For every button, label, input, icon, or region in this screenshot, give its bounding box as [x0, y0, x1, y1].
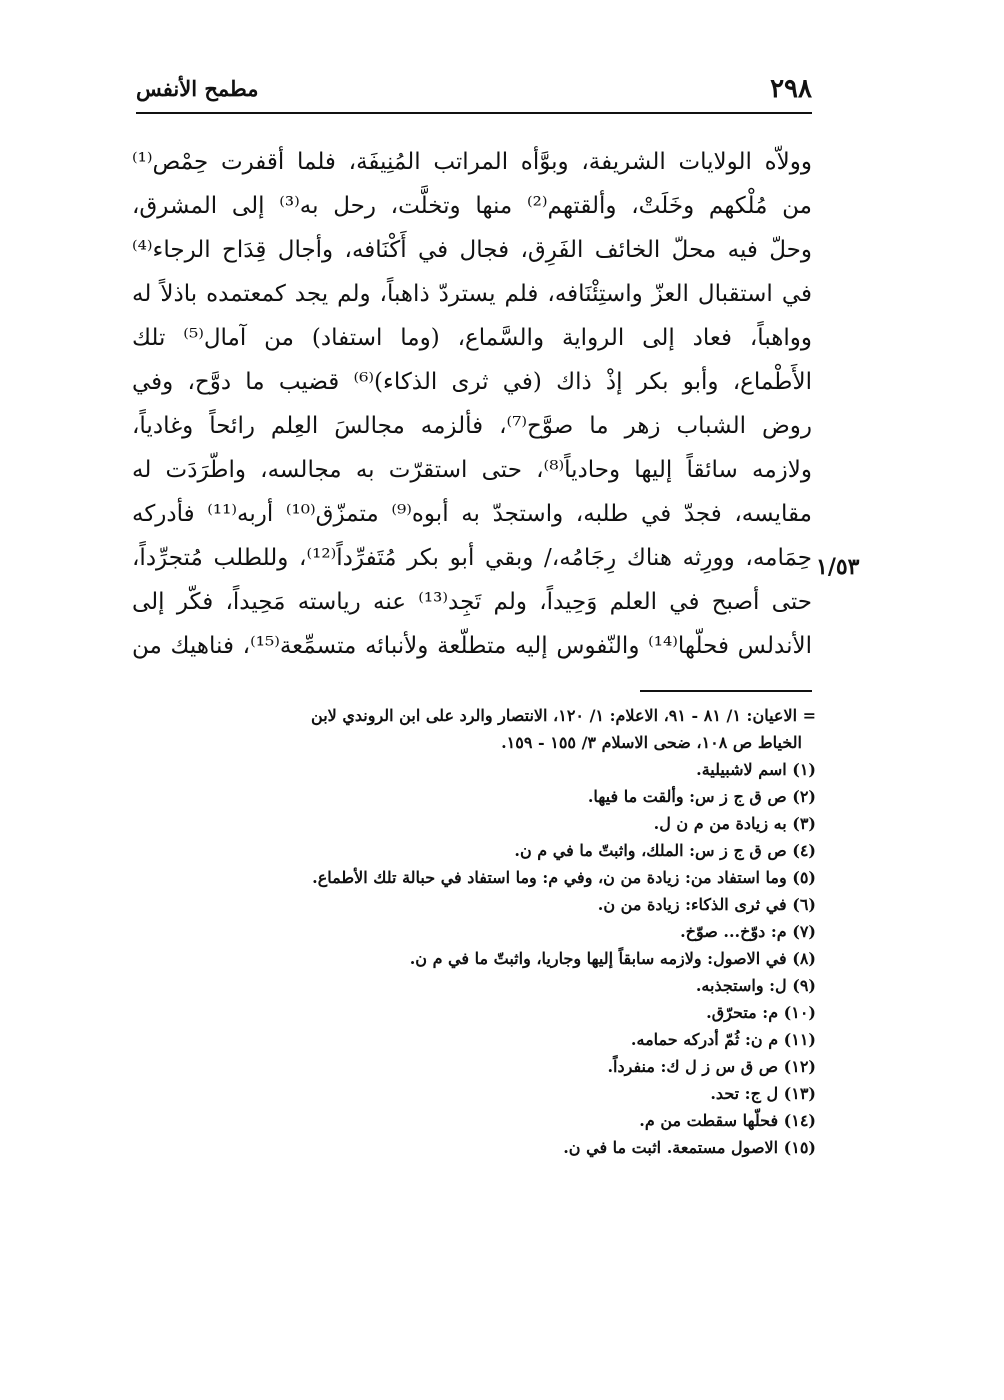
footnote: (١١) م ن: ثُمّ أدركه حمامه. — [630, 1030, 816, 1049]
footnote-continuation-line: = الاعيان: ١/ ٨١ - ٩١، الاعلام: ١/ ١٢٠، الانتصار والرد على ابن الروندي لابن — [311, 706, 816, 725]
text-line: وحلّ فيه محلّ الخائف الفَرِق، فجال في أَكْنَافه، وأجال قِدَاح الرجاء⁽⁴⁾ — [132, 237, 812, 263]
text-line: في استقبال العزّ واستِئْنَافه، فلم يستردّ ذاهباً، ولم يجد كمعتمده باذلاً له — [132, 281, 812, 307]
footnote: (٤) ص ق ج ز س: الملك، واثبتّ ما في م ن. — [514, 841, 816, 860]
footnote: (٢) ص ق ج ز س: وألقت ما فيها. — [587, 787, 816, 806]
text-line: حتى أصبح في العلم وَحِيداً، ولم تَجِد⁽¹³⁾ عنه رياسته مَحِيداً، فكّر إلى — [132, 589, 812, 615]
page-number: ٢٩٨ — [770, 74, 812, 104]
footnote: (١٤) فحلّها سقطت من م. — [639, 1111, 816, 1130]
footnotes — [132, 702, 816, 1161]
footnote: (٦) في ثرى الذكاء: زيادة من ن. — [597, 895, 816, 914]
footnote: (٨) في الاصول: ولازمه سابقاً إليها وجاريا، واثبتّ ما في م ن. — [409, 949, 816, 968]
footnote: (٧) م: دوّخ... صوّخ. — [680, 922, 816, 941]
running-title: مطمح الأنفس — [136, 76, 259, 101]
text-line: وولاّه الولايات الشريفة، وبوَّأه المراتب المُنِيفَة، فلما أقفرت حِمْص⁽¹⁾ — [132, 149, 812, 175]
text-line: الأندلس فحلّها⁽¹⁴⁾ والنّفوس إليه متطلّعة ولأنبائه متسمِّعة⁽¹⁵⁾، فناهيك من — [132, 633, 812, 659]
manuscript-folio-marker: ١/٥٣ — [816, 554, 860, 580]
text-line: من مُلْكهم وخَلَتْ، وألقتهم⁽²⁾ منها وتخلَّت، رحل به⁽³⁾ إلى المشرق، — [132, 193, 812, 219]
text-line: وواهباً، فعاد إلى الرواية والسَّماع، (وما استفاد) من آمال⁽⁵⁾ تلك — [132, 325, 812, 351]
header-rule — [136, 112, 812, 114]
footnote: (٣) به زيادة من م ن ل. — [653, 814, 816, 833]
footnote: (١٠) م: متحرّق. — [706, 1003, 816, 1022]
page-header — [136, 70, 812, 110]
footnote-separator — [640, 690, 812, 692]
footnote-continuation-line: الخياط ص ١٠٨، ضحى الاسلام ٣/ ١٥٥ - ١٥٩. — [501, 733, 802, 752]
footnote: (١٢) ص ق س ز ل ك: منفرداً. — [607, 1057, 816, 1076]
text-line: الأَطْماع، وأبو بكر إذْ ذاك (في ثرى الذكاء)⁽⁶⁾ قضيب ما دوَّح، وفي — [132, 369, 812, 395]
footnote: (١٣) ل ج: تحد. — [710, 1084, 816, 1103]
text-line: حِمَامه، وورِثه هناك رِجَامُه،/ وبقي أبو بكر مُتَفرِّداً⁽¹²⁾، وللطلب مُتجرِّداً، — [132, 545, 812, 571]
footnote: (١٥) الاصول مستمعة. اثبت ما في ن. — [563, 1138, 816, 1157]
main-text — [132, 140, 812, 668]
footnote: (٩) ل: واستجذبه. — [695, 976, 816, 995]
text-line: ولازمه سائقاً إليها وحادياً⁽⁸⁾، حتى استقرّت به مجالسه، واطّرَدَت له — [132, 457, 812, 483]
text-line: مقايسه، فجدّ في طلبه، واستجدّ به أبوه⁽⁹⁾ متمزّق⁽¹⁰⁾ أربه⁽¹¹⁾ فأدركه — [132, 501, 812, 527]
footnote: (١) اسم لاشبيلية. — [696, 760, 816, 779]
footnote: (٥) وما استفاد من: زيادة من ن، وفي م: وما استفاد في حبالة تلك الأطماع. — [312, 868, 816, 887]
text-line: روض الشباب زهر ما صوَّح⁽⁷⁾، فألزمه مجالسَ العِلم رائحاً وغادياً، — [132, 413, 812, 439]
